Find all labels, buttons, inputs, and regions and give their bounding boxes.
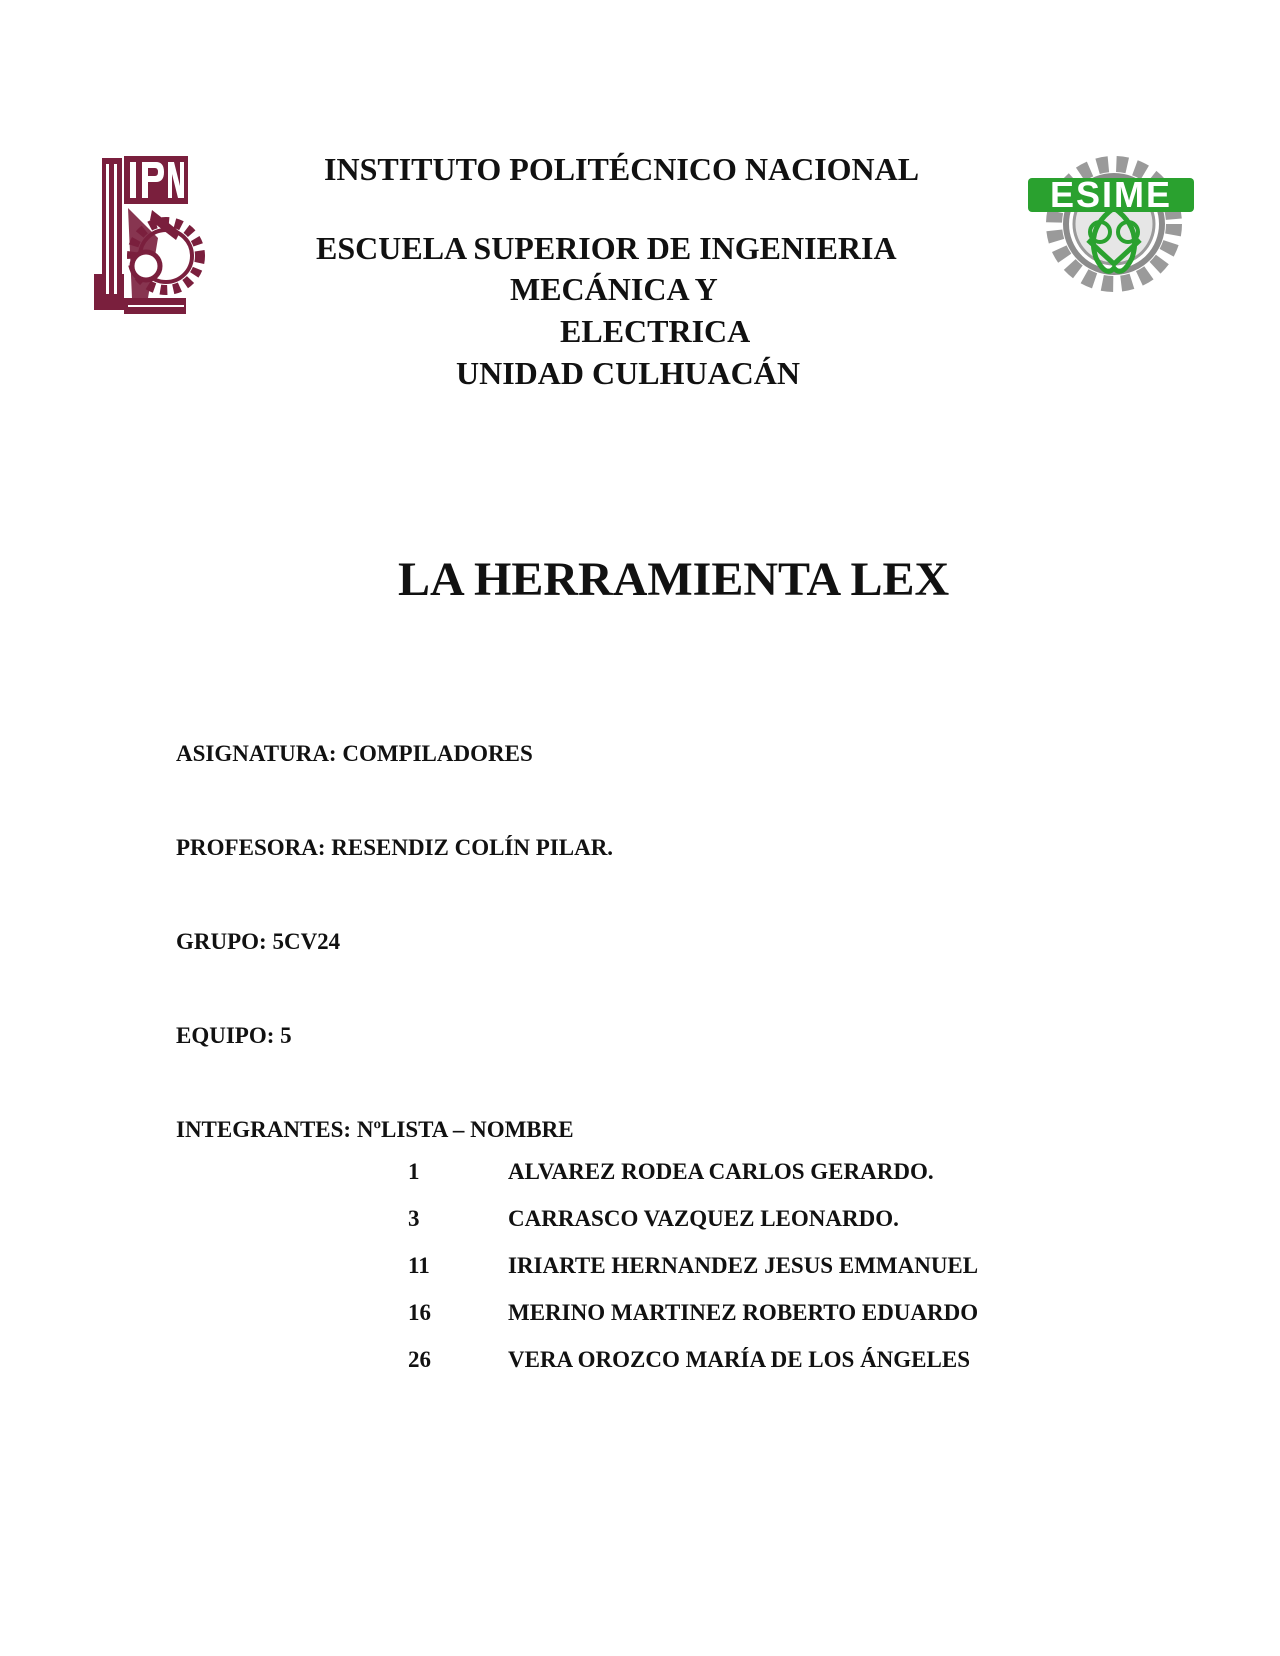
school-name-line-1: ESCUELA SUPERIOR DE INGENIERIA xyxy=(316,230,897,266)
member-name: CARRASCO VAZQUEZ LEONARDO. xyxy=(508,1206,899,1231)
members-list xyxy=(408,1160,978,1395)
member-number: 3 xyxy=(408,1206,420,1231)
school-name-line-3: ELECTRICA xyxy=(560,313,751,349)
team-field: EQUIPO: 5 xyxy=(176,1023,292,1048)
ipn-logo xyxy=(88,148,206,324)
member-number: 16 xyxy=(408,1300,431,1325)
member-name: MERINO MARTINEZ ROBERTO EDUARDO xyxy=(508,1300,979,1325)
member-name: ALVAREZ RODEA CARLOS GERARDO. xyxy=(508,1159,934,1184)
member-row xyxy=(408,1160,978,1207)
member-row xyxy=(408,1301,978,1348)
school-name-line-2: MECÁNICA Y xyxy=(510,271,718,307)
member-name: VERA OROZCO MARÍA DE LOS ÁNGELES xyxy=(508,1347,970,1372)
subject-field: ASIGNATURA: COMPILADORES xyxy=(176,741,533,766)
member-row xyxy=(408,1254,978,1301)
member-number: 1 xyxy=(408,1159,420,1184)
member-row xyxy=(408,1348,978,1395)
document-title: LA HERRAMIENTA LEX xyxy=(398,553,950,606)
member-number: 26 xyxy=(408,1347,431,1372)
member-row xyxy=(408,1207,978,1254)
group-field: GRUPO: 5CV24 xyxy=(176,929,341,954)
members-header: INTEGRANTES: NºLISTA – NOMBRE xyxy=(176,1117,574,1142)
member-number: 11 xyxy=(408,1253,430,1278)
professor-field: PROFESORA: RESENDIZ COLÍN PILAR. xyxy=(176,835,614,860)
esime-logo xyxy=(1026,148,1196,298)
campus-name: UNIDAD CULHUACÁN xyxy=(456,355,800,391)
member-name: IRIARTE HERNANDEZ JESUS EMMANUEL xyxy=(508,1253,979,1278)
institution-name: INSTITUTO POLITÉCNICO NACIONAL xyxy=(324,151,920,187)
svg-text:ESIME: ESIME xyxy=(1049,174,1173,215)
